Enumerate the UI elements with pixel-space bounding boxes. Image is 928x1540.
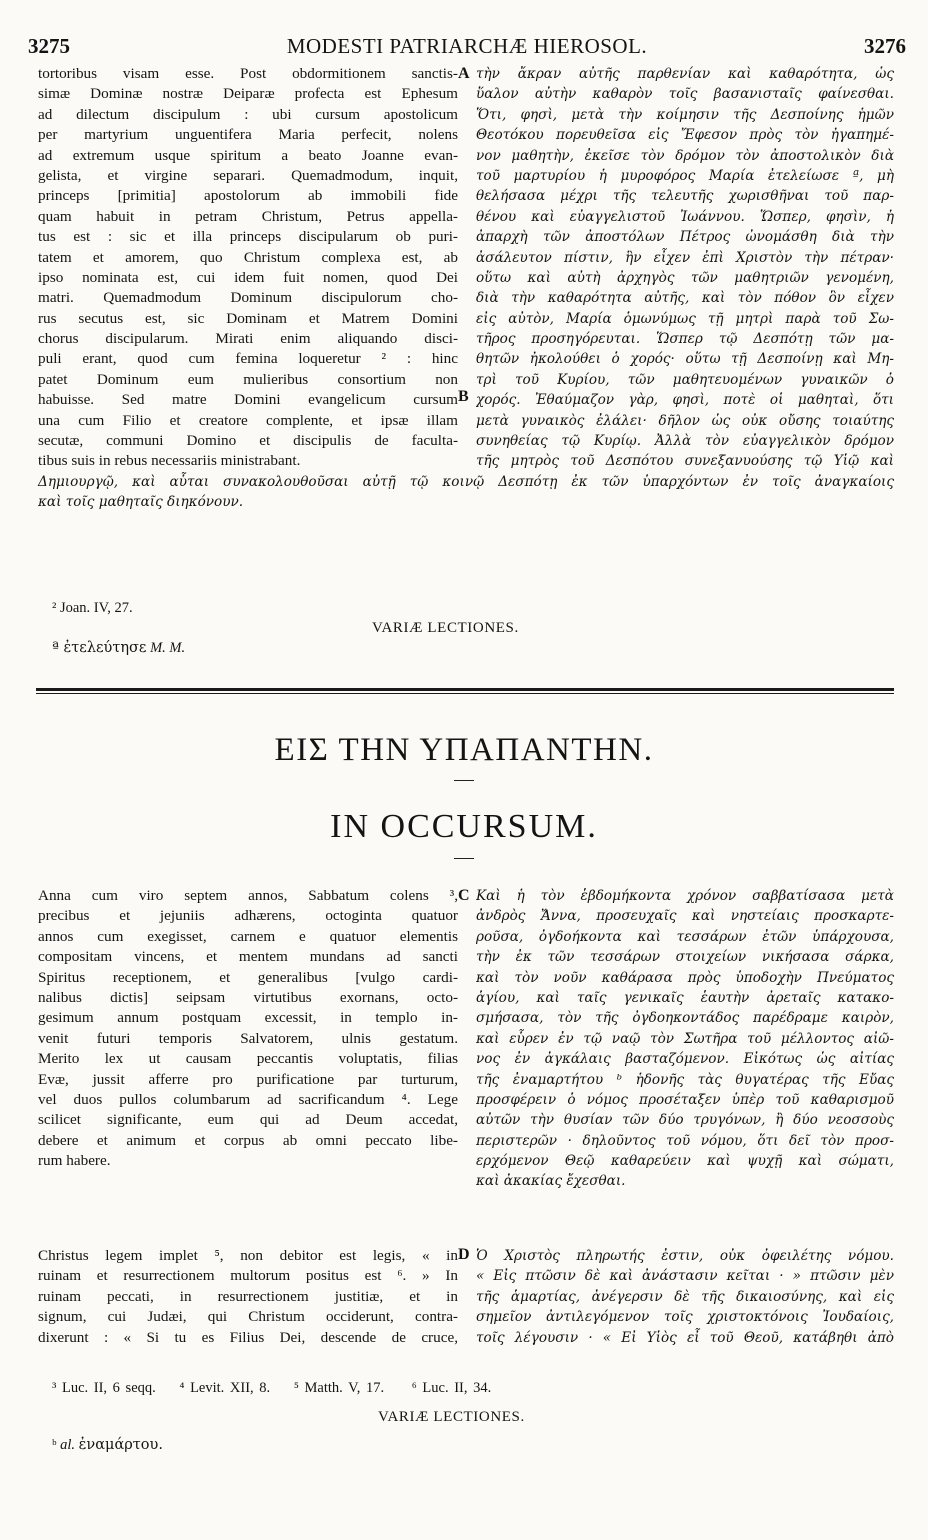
- text-line: τὴν ἐκ τῶν τεσσάρων στοιχείων νικήσασα σάρκα,: [476, 949, 894, 966]
- text-line: μετὰ γυναικὸς ἐλάλει· δῆλον ὡς οὐκ οὔσης τοιαύτης: [476, 412, 894, 429]
- title-separator-2: [454, 858, 474, 859]
- text-line: ad dilectum discipulum : ubi cursum apostolicum: [38, 105, 458, 123]
- text-line: quam habuit in petram Christum, Petrus appella-: [38, 207, 458, 225]
- text-line: θητῶν ἠκολούθει ὁ χορός· οὕτω τῇ Δεσποίνῃ καὶ Μη-: [476, 351, 894, 368]
- text-line: ροῦσα, ὀγδοήκοντα καὶ τεσσάρων ἐτῶν ὑπάρχουσα,: [476, 928, 894, 945]
- text-line: gesimum annum postquam excessit, in templo in-: [38, 1009, 458, 1027]
- margin-letter-a: A: [458, 65, 470, 82]
- text-line: τοῦ μαρτυρίου ἡ μυροφόρος Μαρία ἐτελείωσε ª, μὴ: [476, 167, 894, 184]
- text-line: χορός. Ἐθαύμαζον γὰρ, φησὶ, ποτὲ οἱ μαθηταὶ, ὅτι: [476, 392, 894, 409]
- footnote-1: ² Joan. IV, 27.: [52, 600, 133, 616]
- text-line: Ὁ Χριστὸς πληρωτής ἐστιν, οὐκ ὀφειλέτης νόμου.: [476, 1248, 894, 1264]
- text-line: venit futuri temporis Salvatorem, ulnis gestatum.: [38, 1029, 458, 1047]
- text-line: Θεοτόκου πορευθεῖσα εἰς Ἔφεσον πρὸς τὸν ἠγαπημέ-: [476, 127, 894, 144]
- margin-letter-c: C: [458, 887, 470, 904]
- text-line: τῆς ἐναμαρτήτου ᵇ ἡδονῆς τὰς θυγατέρας τῆς Εὔας: [476, 1071, 894, 1088]
- text-line: τῆς ἁμαρτίας, ἀνέγερσιν δὲ τῆς δικαιοσύνης, καὶ εἰς: [476, 1288, 894, 1305]
- text-line: compositam vincens, et mentem mundans ad sancti: [38, 948, 458, 966]
- text-line: συνηθείας τῷ Κυρίῳ. Ἀλλὰ τὸν εὐαγγελικὸν δρόμον: [476, 433, 894, 450]
- text-line: ad extremum usque spiritum a beato Joanne evan-: [38, 146, 458, 164]
- title-separator-1: [454, 780, 474, 781]
- footnote-4: ⁴ Levit. XII, 8.: [179, 1380, 271, 1396]
- text-line: θελήσασα μέχρι τῆς τελευτῆς χωρισθῆναι τοῦ παρ-: [476, 188, 894, 205]
- section-title-greek: ΕΙΣ ΤΗΝ ΥΠΑΠΑΝΤΗΝ.: [274, 732, 654, 768]
- text-line: precibus et jejuniis adhærens, octoginta quatuor: [38, 907, 458, 925]
- text-line: καὶ τοῖς μαθηταῖς διηκόνουν.: [38, 494, 244, 511]
- text-line: per martyrium unguentifera Maria perfecit, nolens: [38, 126, 458, 144]
- text-line: Merito lex ut causam peccantis voluptatis, filias: [38, 1050, 458, 1068]
- greek-column-2-paragraph-1: [476, 886, 894, 1192]
- text-line: simæ Dominæ nostræ Deiparæ profecta est Ephesum: [38, 85, 458, 103]
- text-line: θένου καὶ εὐαγγελιστοῦ Ἰωάννου. Ὥσπερ, φησὶν, ἡ: [476, 208, 894, 225]
- text-line: σμήσασα, τὸν τῆς ὀγδοηκοντάδος παρέδραμε καιρὸν,: [476, 1010, 894, 1027]
- latin-column-1: [38, 64, 458, 472]
- running-header: [28, 34, 906, 60]
- text-line: ἀπαρχὴ τῶν ἀποστόλων Πέτρος ὠνομάσθη διὰ τὴν: [476, 229, 894, 246]
- text-line: scilicet significante, eum qui ad Deum accedat,: [38, 1111, 458, 1129]
- footnote-3: ³ Luc. II, 6 seqq.: [52, 1380, 156, 1396]
- text-line: gelista, et virgine separari. Quemadmodum, inquit,: [38, 166, 458, 184]
- section-title-latin: IN OCCURSUM.: [330, 808, 598, 845]
- text-line: αὐτῶν τὴν θυσίαν τῶν δύο τρυγόνων, ἢ δύο νεοσσοὺς: [476, 1112, 894, 1129]
- text-line: τὴν ἄκραν αὐτῆς παρθενίαν καὶ καθαρότητα, ὡς: [476, 66, 894, 82]
- text-line: vel duos pullos columbarum ad sacrificandum ⁴. Lege: [38, 1090, 458, 1108]
- text-line: Spiritus receptionem, et generalibus [vulgo cardi-: [38, 968, 458, 986]
- divider-thin-line: [36, 693, 894, 694]
- varia-lectiones-heading-1: VARIÆ LECTIONES.: [372, 620, 519, 636]
- text-line: tatem et amorem, quo Christum complexa est, ab: [38, 248, 458, 266]
- text-line: chorus discipularum. Mirati enim aliquando disci-: [38, 330, 458, 348]
- text-line: ἀσάλευτον πίστιν, ἣν εἶχεν ἐπὶ Χριστὸν τὴν πέτραν·: [476, 249, 894, 266]
- margin-letter-b: B: [458, 388, 469, 405]
- text-line: σημεῖον ἀντιλεγόμενον τοῖς χριστοκτόνοις Ἰουδαίοις,: [476, 1309, 894, 1326]
- variant-reading-marker: ᵇ: [52, 1437, 57, 1453]
- text-line: καὶ ἀκακίας ἔχεσθαι.: [476, 1173, 626, 1190]
- text-line: ὕαλον αὐτὴν καθαρὸν τοῖς βασανισταῖς φαίνεσθαι.: [476, 86, 894, 103]
- divider-thick-line: [36, 688, 894, 691]
- text-line: tortoribus visam esse. Post obdormitionem sanctis-: [38, 65, 458, 82]
- text-line: καὶ τὸν νοῦν καθάρασα πρὸς ὑποδοχὴν Πνεύματος: [476, 969, 894, 986]
- text-line: patet Dominum eum mulieribus consortium non: [38, 370, 458, 388]
- text-line: rum habere.: [38, 1152, 111, 1170]
- varia-lectiones-heading-2: VARIÆ LECTIONES.: [378, 1409, 525, 1425]
- variant-reading-text: ª ἐτελεύτησε: [52, 640, 147, 656]
- text-line: Ὅτι, φησὶ, μετὰ τὴν κοίμησιν τῆς Δεσποίνης ἡμῶν: [476, 106, 894, 123]
- text-line: νον μαθητὴν, ἐκεῖσε τὸν δρόμον τὸν ἀποστολικὸν διὰ: [476, 147, 894, 164]
- text-line: Anna cum viro septem annos, Sabbatum colens ³,: [38, 887, 458, 904]
- text-line: ερχόμενον Θεῷ καθαρεύειν καὶ ψυχῇ καὶ σώματι,: [476, 1153, 894, 1170]
- text-line: Δημιουργῷ, καὶ αὗται συνακολουθοῦσαι αὐτῇ τῷ κοινῷ Δεσπότῃ ἐκ τῶν ὑπαρχόντων ἐν τοῖς ἀναγκαίοις: [38, 474, 894, 490]
- text-line: annos cum exegisset, carnem e quatuor elementis: [38, 927, 458, 945]
- text-line: τῆς μητρὸς τοῦ Δεσπότου συνεξανυούσης τῷ Υἱῷ καὶ: [476, 453, 894, 470]
- variant-reading-2: [52, 1437, 163, 1454]
- latin-column-2-paragraph-1: [38, 886, 458, 1171]
- text-line: secutæ, communi Domino et discipulis de faculta-: [38, 432, 458, 450]
- text-line: tus est : sic et illa princeps discipularum ob puri-: [38, 228, 458, 246]
- text-line: νος ἐν ἀγκάλαις βασταζόμενον. Εἰκότως ὡς αἰτίας: [476, 1051, 894, 1068]
- greek-column-1: [476, 64, 894, 472]
- text-line: ἁγίου, καὶ ταῖς γενικαῖς ἑαυτὴν ἀρεταῖς κατακο-: [476, 989, 894, 1006]
- text-line: signum, cui Judæi, qui Christum occiderunt, contra-: [38, 1308, 458, 1326]
- running-title: MODESTI PATRIARCHÆ HIEROSOL.: [286, 34, 648, 58]
- variant-reading-text: ἐναμάρτου.: [78, 1437, 163, 1453]
- text-line: puli erant, quod cum femina loqueretur ² : hinc: [38, 350, 458, 368]
- text-line: tibus suis in rebus necessariis ministrabant.: [38, 452, 301, 470]
- footnote-6: ⁶ Luc. II, 34.: [411, 1380, 492, 1396]
- text-line: περιστερῶν · δηλοῦντος τοῦ νόμου, ὅτι δεῖ τὸν προσ-: [476, 1132, 894, 1149]
- text-line: rus secutus est, sic Dominam et Matrem Domini: [38, 309, 458, 327]
- text-line: οὕτω καὶ αὐτὴ ἀρχηγὸς τῶν μαθητριῶν γενομένη,: [476, 269, 894, 286]
- text-line: τοῖς λέγουσιν · « Εἰ Υἱὸς εἶ τοῦ Θεοῦ, κατάβηθι ἀπὸ: [476, 1329, 894, 1346]
- latin-column-2-paragraph-2: [38, 1246, 458, 1348]
- greek-column-2-paragraph-2: [476, 1246, 894, 1348]
- text-line: nalibus dictis] seipsam virtutibus exornans, octo-: [38, 988, 458, 1006]
- text-line: debere et animum et corpus ab omni peccato libe-: [38, 1131, 458, 1149]
- variant-reading-source: al.: [60, 1437, 76, 1453]
- page-number-right: 3276: [864, 34, 906, 58]
- text-line: τῆρος προσηγόρευται. Ὥσπερ τῷ Δεσπότῃ τῶν μα-: [476, 331, 894, 348]
- text-line: matri. Quemadmodum Dominum discipulorum cho-: [38, 289, 458, 307]
- text-line: ruinam et resurrectionem multorum positus est ⁶. » In: [38, 1267, 458, 1285]
- page-number-left: 3275: [28, 34, 70, 58]
- text-line: una cum Filio et creatore complente, et ipsæ illam: [38, 411, 458, 429]
- text-line: habuisse. Sed matre Domini evangelicum cursum: [38, 391, 458, 409]
- text-line: καὶ εὗρεν ἐν τῷ ναῷ τὸν Σωτῆρα τοῦ μέλλοντος αἰῶ-: [476, 1030, 894, 1047]
- text-line: τρὶ τοῦ Κυρίου, τῶν μαθητευομένων γυναικῶν ὁ: [476, 371, 894, 388]
- text-line: princeps [primitia] apostolorum ab immobili fide: [38, 187, 458, 205]
- text-line: ἀνδρὸς Ἄννα, προσευχαῖς καὶ νηστείαις προσκαρτε-: [476, 908, 894, 925]
- greek-fullwidth-continuation: [38, 472, 894, 513]
- footnotes-2: [38, 1380, 894, 1397]
- text-line: « Εἰς πτῶσιν δὲ καὶ ἀνάστασιν κεῖται · » πτῶσιν μὲν: [476, 1268, 894, 1285]
- section-divider: [36, 688, 894, 694]
- variant-reading-1: [52, 640, 185, 657]
- text-line: προσφέρειν ὁ νόμος προσέταξεν ὑπὲρ τοῦ καθαρισμοῦ: [476, 1091, 894, 1108]
- text-line: ipso nominata est, cui idem fuit nomen, quod Dei: [38, 268, 458, 286]
- text-line: ruinam peccati, in resurrectionem justitiæ, et in: [38, 1287, 458, 1305]
- text-line: εἰς αὐτὸν, Μαρία ὁμωνύμως τῇ μητρὶ παρὰ τοῦ Σω-: [476, 310, 894, 327]
- text-line: Christus legem implet ⁵, non debitor est legis, « in: [38, 1247, 458, 1264]
- footnote-5: ⁵ Matth. V, 17.: [293, 1380, 385, 1396]
- text-line: Καὶ ἡ τὸν ἑβδομήκοντα χρόνον σαββατίσασα μετὰ: [476, 888, 894, 904]
- text-line: Evæ, jussit afferre pro purificatione par turturum,: [38, 1070, 458, 1088]
- variant-reading-source: M. M.: [150, 640, 186, 656]
- text-line: dixerunt : « Si tu es Filius Dei, descende de cruce,: [38, 1328, 458, 1346]
- text-line: διὰ τὴν καθαρότητα αὐτῆς, καὶ τὸν πόθον ὃν εἶχεν: [476, 290, 894, 307]
- margin-letter-d: D: [458, 1246, 470, 1263]
